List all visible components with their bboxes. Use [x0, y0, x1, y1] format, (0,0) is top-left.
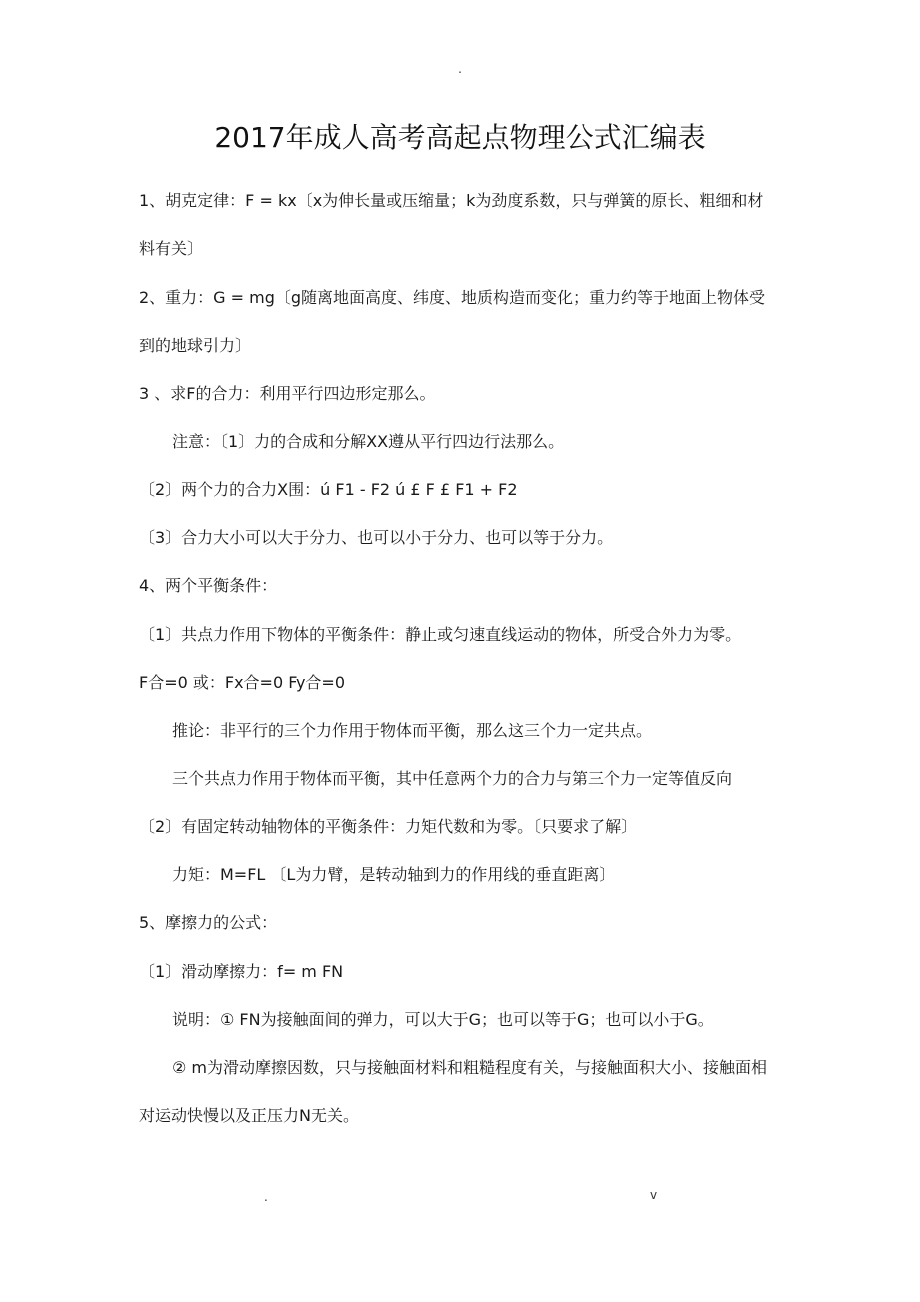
header-mark: .	[458, 62, 462, 76]
text-line-4: 到的地球引力〕	[139, 336, 252, 355]
text-line-20: 对运动快慢以及正压力N无关。	[139, 1106, 359, 1125]
text-line-19: ② m为滑动摩擦因数，只与接触面材料和粗糙程度有关，与接触面积大小、接触面相	[172, 1058, 768, 1077]
text-line-5: 3 、求F的合力：利用平行四边形定那么。	[139, 384, 436, 403]
text-line-10: 〔1〕共点力作用下物体的平衡条件：静止或匀速直线运动的物体，所受合外力为零。	[139, 625, 742, 644]
text-line-16: 5、摩擦力的公式：	[139, 913, 278, 932]
footer-right-mark: v	[650, 1188, 658, 1202]
page-title: 2017年成人高考高起点物理公式汇编表	[214, 121, 706, 154]
text-line-6: 注意：〔1〕力的合成和分解XX遵从平行四边行法那么。	[172, 432, 565, 451]
text-line-8: 〔3〕合力大小可以大于分力、也可以小于分力、也可以等于分力。	[139, 528, 614, 547]
text-line-17: 〔1〕滑动摩擦力：f= m FN	[139, 962, 344, 981]
text-line-18: 说明：① FN为接触面间的弹力，可以大于G；也可以等于G；也可以小于G。	[172, 1010, 714, 1029]
text-line-7: 〔2〕两个力的合力X围：ú F1 - F2 ú £ F £ F1 + F2	[139, 480, 518, 499]
text-line-14: 〔2〕有固定转动轴物体的平衡条件：力矩代数和为零。〔只要求了解〕	[139, 817, 638, 836]
text-line-12: 推论：非平行的三个力作用于物体而平衡，那么这三个力一定共点。	[172, 721, 653, 740]
text-line-1: 1、胡克定律：F = kx〔x为伸长量或压缩量；k为劲度系数，只与弹簧的原长、粗细和材	[139, 191, 764, 210]
text-line-15: 力矩：M=FL 〔L为力臂，是转动轴到力的作用线的垂直距离〕	[172, 865, 616, 884]
footer-left-mark: .	[264, 1190, 268, 1204]
text-line-3: 2、重力：G = mg〔g随离地面高度、纬度、地质构造而变化；重力约等于地面上物体受	[139, 288, 766, 307]
text-line-11: F合=0 或：Fx合=0 Fy合=0	[139, 673, 346, 692]
text-line-13: 三个共点力作用于物体而平衡，其中任意两个力的合力与第三个力一定等值反向	[172, 769, 733, 788]
text-line-9: 4、两个平衡条件：	[139, 576, 278, 595]
text-line-2: 料有关〕	[139, 239, 204, 258]
